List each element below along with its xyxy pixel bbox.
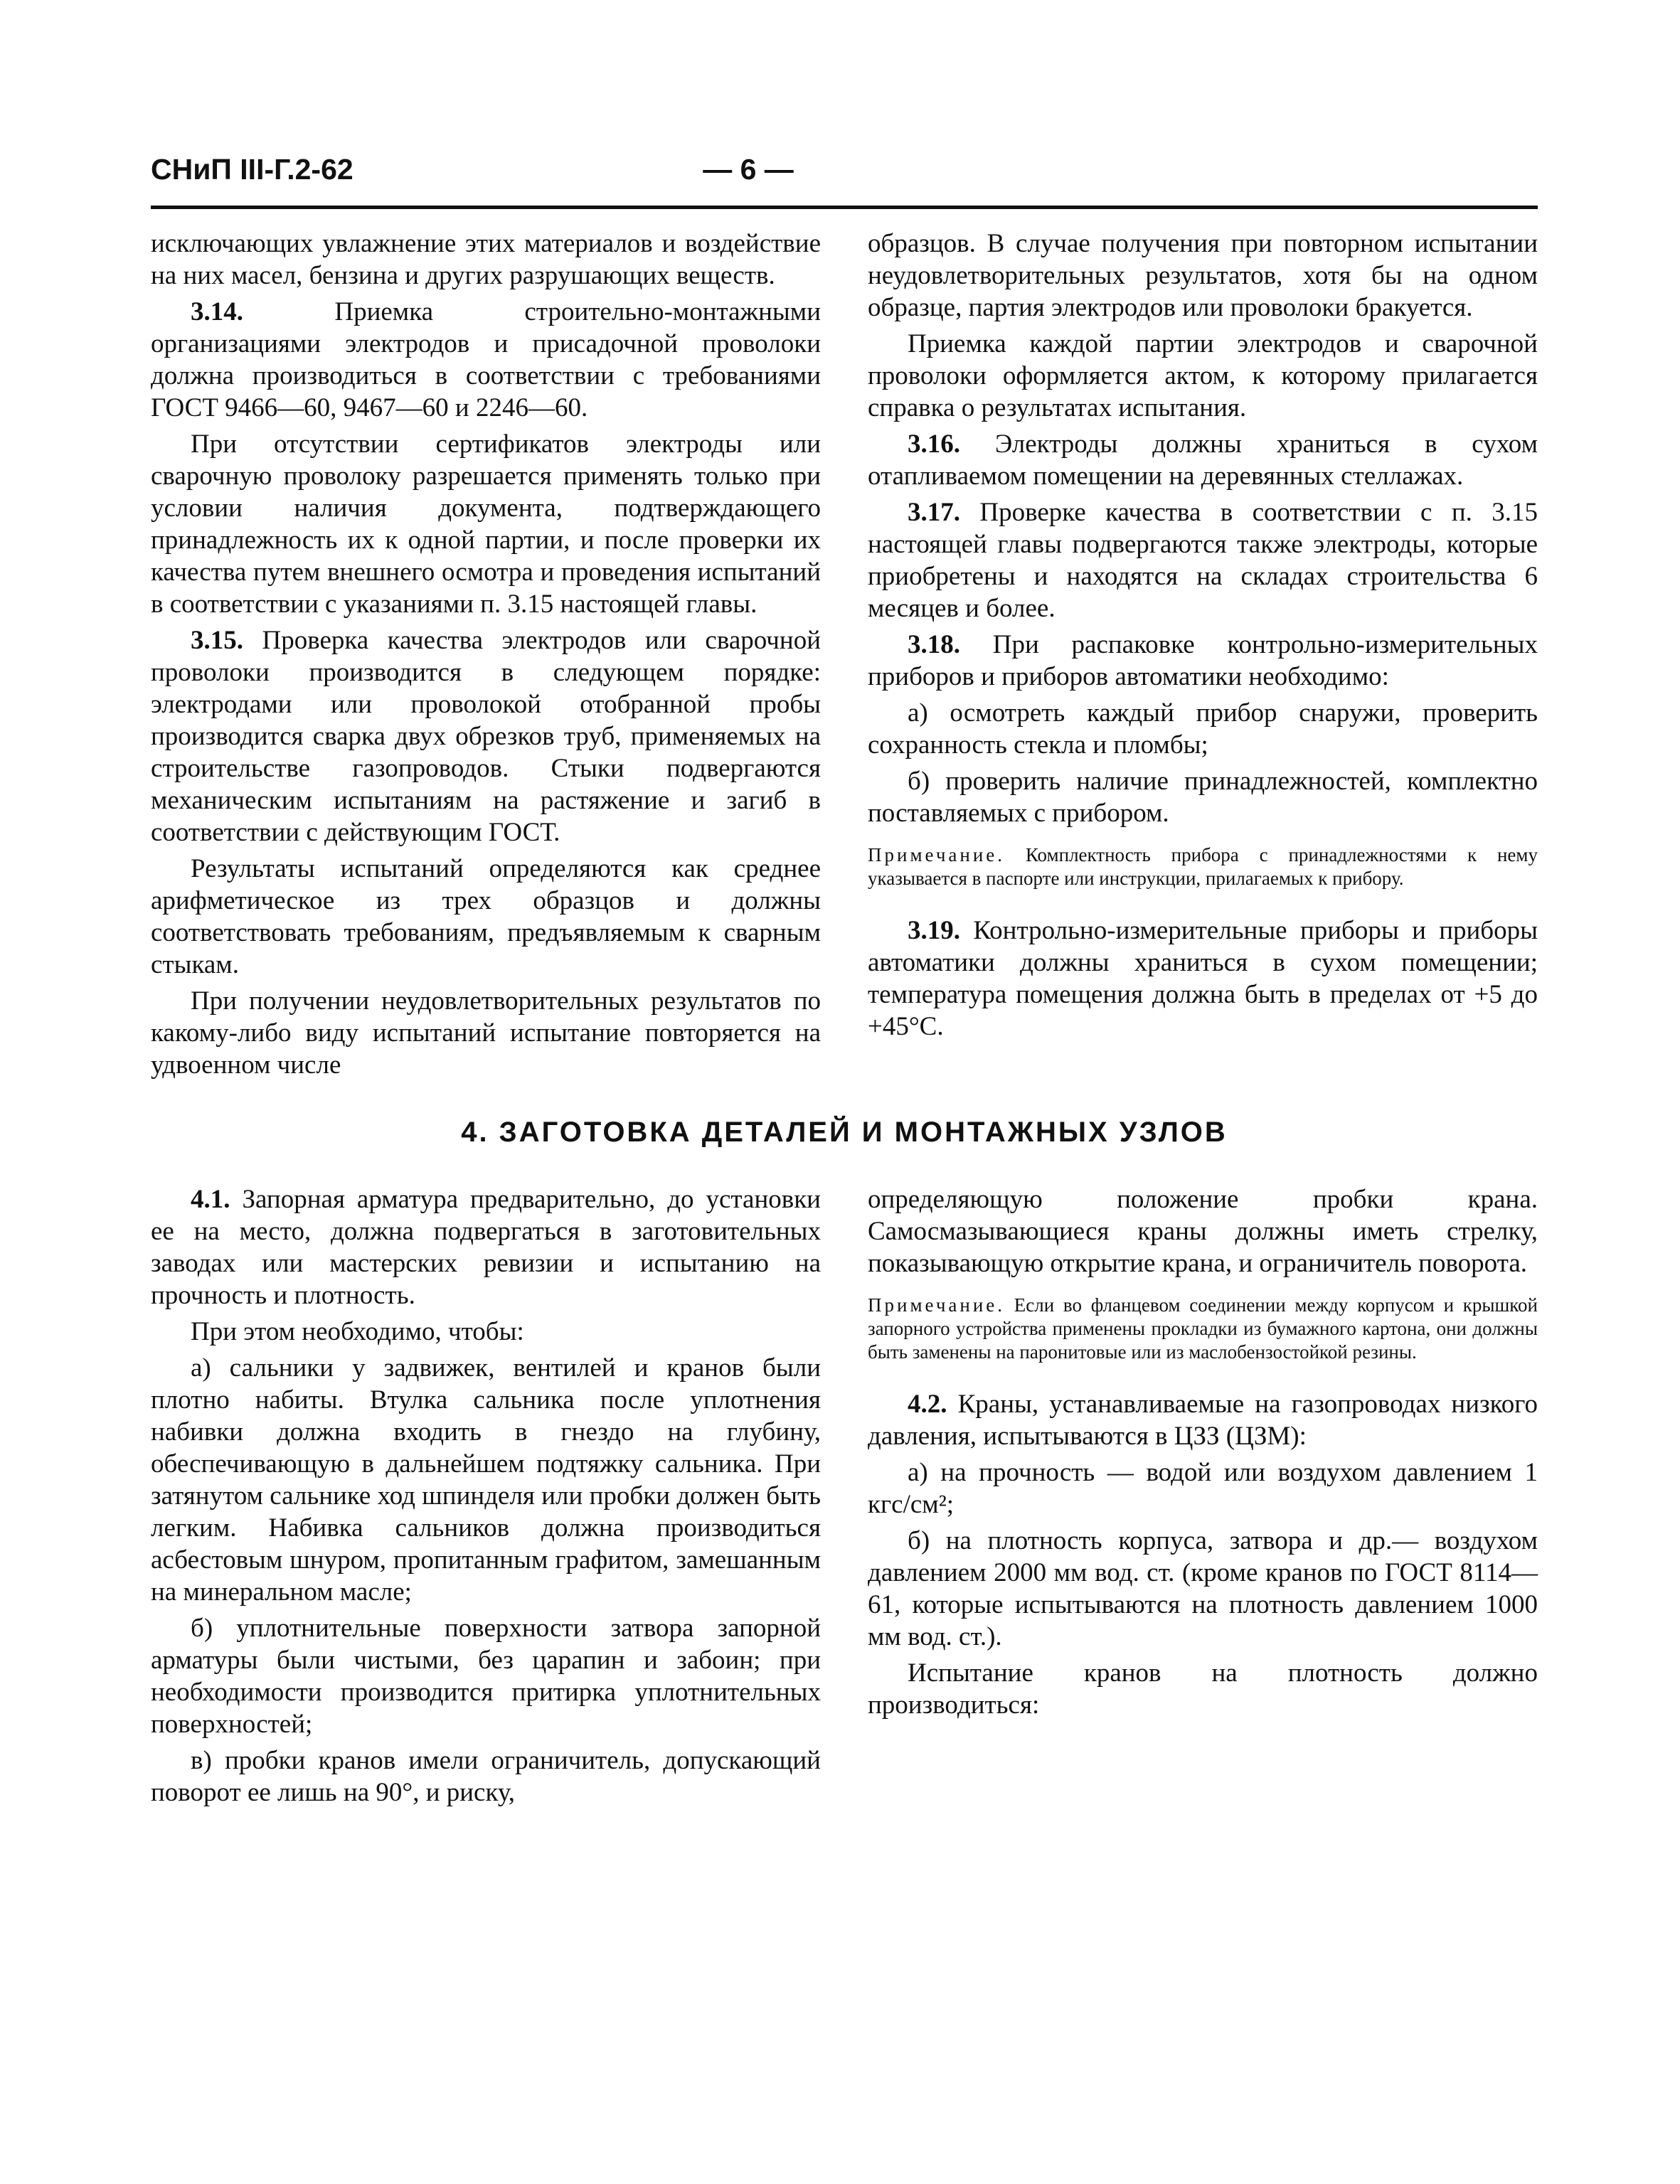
paragraph-text: Электроды должны храниться в сухом отапливаемом помещении на деревянных стеллажах. xyxy=(868,430,1538,491)
paragraph-text: а) осмотреть каждый прибор снаружи, проверить сохранность стекла и пломбы; xyxy=(868,698,1538,760)
paragraph xyxy=(151,1612,821,1740)
note-label: Примечание. xyxy=(868,844,1006,865)
paragraph xyxy=(151,624,821,848)
paragraph xyxy=(868,1525,1538,1653)
clause-number: 3.14. xyxy=(191,297,243,326)
note-text: Комплектность прибора с принадлежностями к нему указывается в паспорте или инструкции, прилагаемых к прибору. xyxy=(868,844,1538,889)
paragraph-text: Результаты испытаний определяются как среднее арифметическое из трех образцов и должны соответствовать требованиям, предъявляемым к сварным стыкам. xyxy=(151,854,821,979)
paragraph-text: а) на прочность — водой или воздухом давлением 1 кгс/см²; xyxy=(868,1458,1538,1519)
clause-number: 3.15. xyxy=(191,626,243,655)
paragraph xyxy=(868,1388,1538,1452)
page-header xyxy=(151,153,1538,206)
clause-number: 3.18. xyxy=(908,630,960,659)
paragraph xyxy=(868,1183,1538,1279)
paragraph xyxy=(151,428,821,620)
note xyxy=(868,1294,1538,1364)
paragraph xyxy=(868,428,1538,492)
paragraph-text: б) проверить наличие принадлежностей, комплектно поставляемых с прибором. xyxy=(868,767,1538,828)
paragraph-text: Приемка каждой партии электродов и сварочной проволоки оформляется актом, к которому прилагается справка о результатах испытания. xyxy=(868,329,1538,422)
paragraph xyxy=(868,228,1538,324)
paragraph-text: Краны, устанавливаемые на газопроводах низкого давления, испытываются в ЦЗЗ (ЦЗМ): xyxy=(868,1390,1538,1451)
paragraph xyxy=(868,915,1538,1043)
paragraph-text: Приемка строительно-монтажными организациями электродов и присадочной проволоки должна производиться в соответствии с требованиями ГОСТ 9466—60, 9467—60 и 2246—60. xyxy=(151,297,821,422)
note-label: Примечание. xyxy=(868,1294,1006,1316)
paragraph-text: Контрольно-измерительные приборы и приборы автоматики должны храниться в сухом помещении; температура помещения должна быть в пределах от +5 до +45°С. xyxy=(868,916,1538,1041)
note-text: Если во фланцевом соединении между корпусом и крышкой запорного устройства применены прокладки из бумажного картона, они должны быть заменены на паронитовые или из маслобензостойкой резины. xyxy=(868,1294,1538,1363)
document-code: СНиП III-Г.2-62 xyxy=(151,153,353,186)
document-page xyxy=(151,153,1538,1813)
header-rule xyxy=(151,206,1538,209)
paragraph-text: Проверке качества в соответствии с п. 3.15 настоящей главы подвергаются также электроды, которые приобретены и находятся на складах строительства 6 месяцев и более. xyxy=(868,498,1538,623)
left-column xyxy=(151,1183,821,1813)
paragraph xyxy=(868,496,1538,624)
paragraph xyxy=(868,328,1538,424)
clause-number: 3.16. xyxy=(908,430,960,459)
left-column xyxy=(151,228,821,1085)
paragraph-text: При этом необходимо, чтобы: xyxy=(191,1317,524,1346)
section-4-columns xyxy=(151,1183,1538,1813)
clause-number: 3.19. xyxy=(908,916,960,945)
paragraph-text: исключающих увлажнение этих материалов и воздействие на них масел, бензина и других разрушающих веществ. xyxy=(151,229,821,290)
clause-number: 3.17. xyxy=(908,498,960,527)
paragraph xyxy=(151,1183,821,1311)
paragraph xyxy=(151,985,821,1081)
paragraph xyxy=(868,765,1538,829)
paragraph-text: При распаковке контрольно-измерительных приборов и приборов автоматики необходимо: xyxy=(868,630,1538,691)
paragraph xyxy=(151,296,821,424)
paragraph-text: б) уплотнительные поверхности затвора запорной арматуры были чистыми, без царапин и забоин; при необходимости производится притирка уплотнительных поверхностей; xyxy=(151,1614,821,1739)
paragraph-text: Запорная арматура предварительно, до установки ее на место, должна подвергаться в заготовительных заводах или мастерских ревизии и испытанию на прочность и плотность. xyxy=(151,1185,821,1310)
right-column xyxy=(868,1183,1538,1813)
paragraph-text: Испытание кранов на плотность должно производиться: xyxy=(868,1658,1538,1720)
paragraph xyxy=(151,1744,821,1809)
paragraph xyxy=(868,1657,1538,1721)
paragraph-text: При отсутствии сертификатов электроды или сварочную проволоку разрешается применять только при условии наличия документа, подтверждающего принадлежность их к одной партии, и после проверки их качества путем внешнего осмотра и проведения испытаний в соответствии с указаниями п. 3.15 настоящей главы. xyxy=(151,430,821,619)
paragraph xyxy=(868,1456,1538,1520)
paragraph-text: образцов. В случае получения при повторном испытании неудовлетворительных результатов, хотя бы на одном образце, партия электродов или проволоки бракуется. xyxy=(868,229,1538,322)
paragraph xyxy=(868,629,1538,693)
paragraph-text: в) пробки кранов имели ограничитель, допускающий поворот ее лишь на 90°, и риску, xyxy=(151,1746,821,1807)
paragraph-text: а) сальники у задвижек, вентилей и кранов были плотно набиты. Втулка сальника после уплотнения набивки должна входить в гнездо на глубину, обеспечивающую в дальнейшем подтяжку сальника. При затянутом сальнике ход шпинделя или пробки должен быть легким. Набивка сальников должна производиться асбестовым шнуром, пропитанным графитом, замешанным на минеральном масле; xyxy=(151,1353,821,1607)
paragraph xyxy=(151,228,821,292)
section-title: 4. ЗАГОТОВКА ДЕТАЛЕЙ И МОНТАЖНЫХ УЗЛОВ xyxy=(461,1117,1228,1148)
page-number: — 6 — xyxy=(703,153,794,186)
paragraph xyxy=(868,697,1538,761)
paragraph-text: Проверка качества электродов или сварочной проволоки производится в следующем порядке: электродами или проволокой отобранной пробы производится сварка двух обрезков труб, применяемых на строительстве газопроводов. Стыки подвергаются механическим испытаниям на растяжение и загиб в соответствии с действующим ГОСТ. xyxy=(151,626,821,847)
paragraph-text: б) на плотность корпуса, затвора и др.— воздухом давлением 2000 мм вод. ст. (кроме кранов по ГОСТ 8114—61, которые испытываются на плотность давлением 1000 мм вод. ст.). xyxy=(868,1526,1538,1651)
right-column xyxy=(868,228,1538,1085)
clause-number: 4.2. xyxy=(908,1390,947,1419)
clause-number: 4.1. xyxy=(191,1185,230,1214)
paragraph-text: При получении неудовлетворительных результатов по какому-либо виду испытаний испытание повторяется на удвоенном числе xyxy=(151,986,821,1080)
paragraph xyxy=(151,853,821,981)
paragraph xyxy=(151,1352,821,1608)
paragraph xyxy=(151,1316,821,1348)
section-3-columns xyxy=(151,228,1538,1085)
paragraph-text: определяющую положение пробки крана. Самосмазывающиеся краны должны иметь стрелку, показывающую открытие крана, и ограничитель поворота. xyxy=(868,1185,1538,1278)
note xyxy=(868,843,1538,890)
